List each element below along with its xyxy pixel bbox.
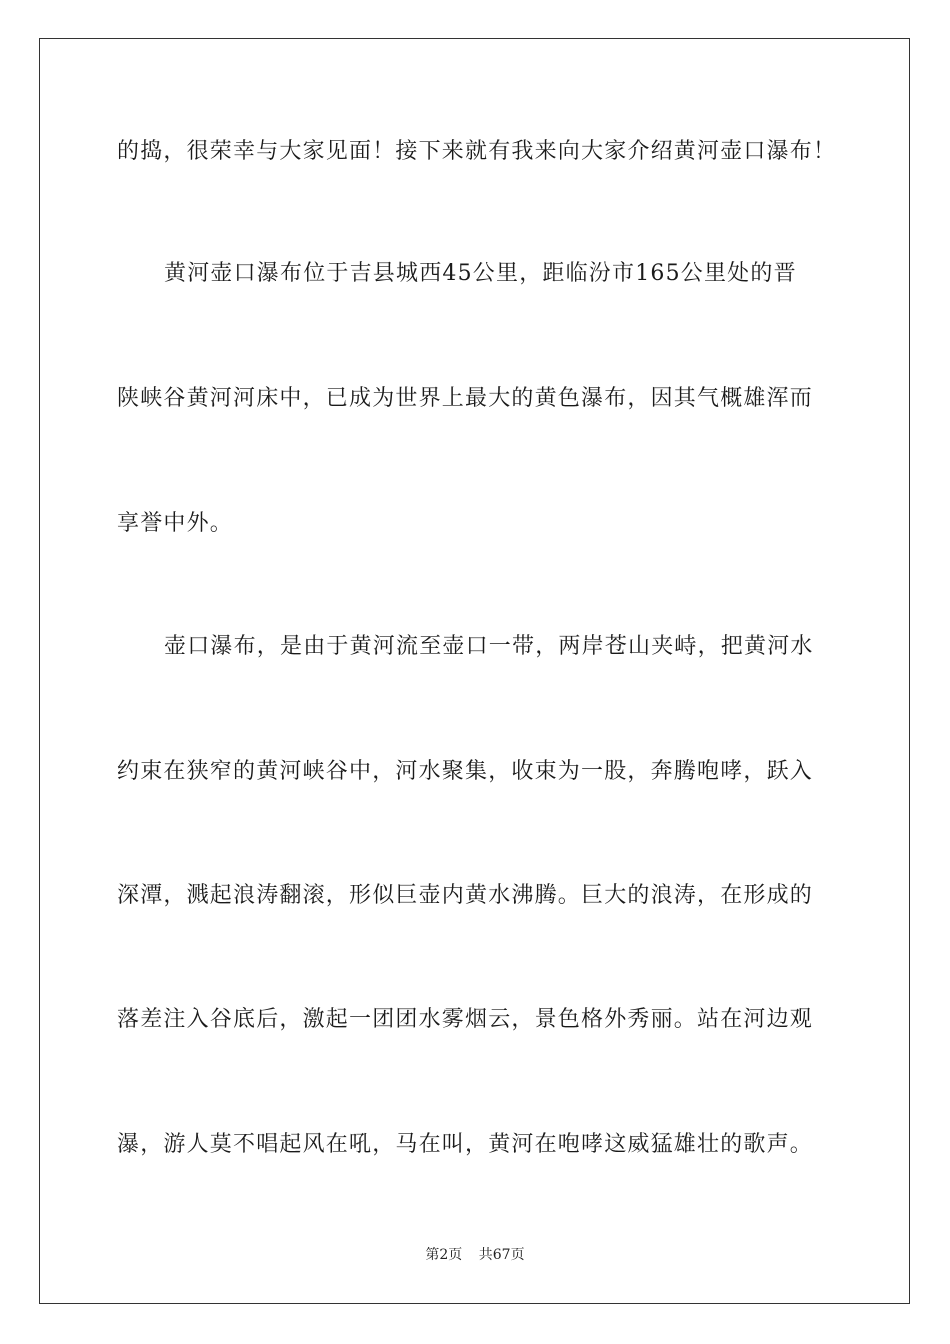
text-line: 瀑，游人莫不唱起风在吼，马在叫，黄河在咆哮这威猛雄壮的歌声。 [117, 1132, 814, 1157]
text-line: 的捣，很荣幸与大家见面！接下来就有我来向大家介绍黄河壶口瀑布！ [117, 139, 837, 164]
paragraph-first-line: 黄河壶口瀑布位于吉县城西45公里，距临汾市165公里处的晋 [164, 261, 797, 286]
text-line: 陕峡谷黄河河床中，已成为世界上最大的黄色瀑布，因其气概雄浑而 [117, 386, 814, 411]
text-line: 深潭，溅起浪涛翻滚，形似巨壶内黄水沸腾。巨大的浪涛，在形成的 [117, 883, 814, 908]
text-line: 享誉中外。 [117, 511, 234, 536]
page-number: 第2页 [425, 1247, 463, 1263]
text-line: 落差注入谷底后，激起一团团水雾烟云，景色格外秀丽。站在河边观 [117, 1007, 814, 1032]
paragraph-first-line: 壶口瀑布，是由于黄河流至壶口一带，两岸苍山夹峙，把黄河水 [164, 634, 814, 659]
page-footer [0, 1245, 950, 1265]
text-line: 约束在狭窄的黄河峡谷中，河水聚集，收束为一股，奔腾咆哮，跃入 [117, 759, 814, 784]
page-total: 共67页 [478, 1247, 525, 1263]
page-frame [39, 38, 910, 1304]
